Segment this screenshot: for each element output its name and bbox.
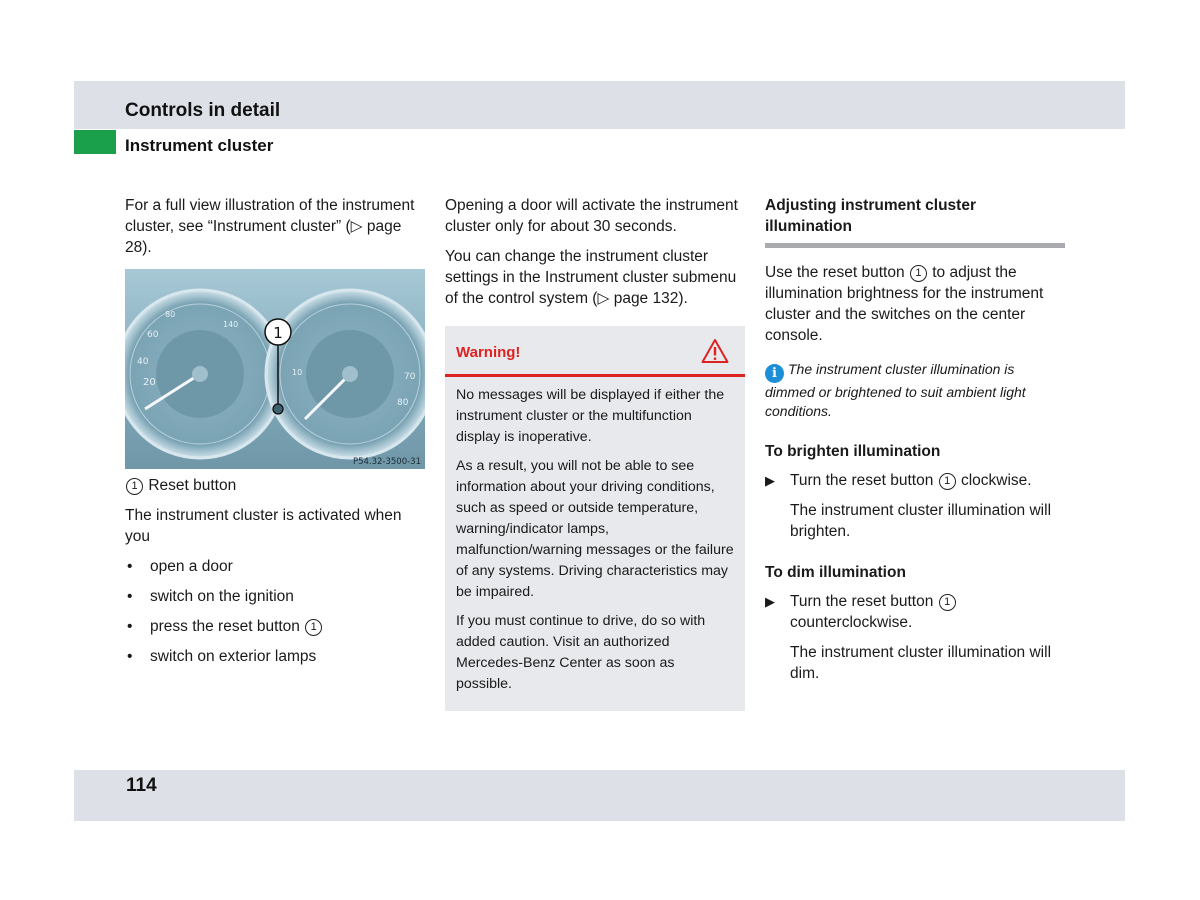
caption-text: Reset button <box>148 477 237 494</box>
step-arrow-icon: ▶ <box>765 473 775 488</box>
warning-paragraph: If you must continue to drive, do so with added caution. Visit an authorized Mercedes-Benz Center as soon as possible. <box>456 613 706 692</box>
callout-ref: 1 <box>939 473 956 490</box>
brighten-step <box>765 470 1065 491</box>
note-text: The instrument cluster illumination is dimmed or brightened to suit ambient light conditions. <box>765 361 1026 419</box>
step-text: clockwise. <box>960 472 1032 489</box>
dim-heading: To dim illumination <box>765 564 906 581</box>
dim-result: The instrument cluster illumination will dim. <box>790 644 1052 682</box>
column-right <box>765 195 1065 704</box>
intro-text: For a full view illustration of the instrument cluster, see “Instrument cluster” (▷ page 28). <box>125 197 415 256</box>
figure-code: P54.32-3500-31 <box>352 457 421 467</box>
list-item: • switch on the ignition <box>125 586 425 607</box>
gauge-label: 70 <box>404 372 416 382</box>
section-marker <box>74 130 116 154</box>
instrument-cluster-figure <box>125 269 425 469</box>
gauge-label: 20 <box>143 377 156 388</box>
column-left <box>125 195 425 676</box>
brighten-heading: To brighten illumination <box>765 443 941 460</box>
warning-body <box>445 377 745 695</box>
page-number: 114 <box>126 775 157 796</box>
gauge-label: 60 <box>147 330 159 340</box>
dim-step <box>765 591 1065 633</box>
gauge-label: 80 <box>165 310 176 319</box>
gauge-label: 10 <box>292 368 303 377</box>
list-item: • switch on exterior lamps <box>125 646 425 667</box>
section-title: Controls in detail <box>125 100 281 121</box>
info-note <box>765 360 1065 421</box>
step-text: Turn the reset button <box>790 472 934 489</box>
step-text: counterclockwise. <box>790 614 913 631</box>
warning-paragraph: No messages will be displayed if either the instrument cluster or the multifunction display is inoperative. <box>456 387 725 445</box>
activated-text: The instrument cluster is activated when you <box>125 507 402 545</box>
gauge-label: 80 <box>397 398 409 408</box>
illumination-heading: Adjusting instrument cluster illumination <box>765 197 976 235</box>
step-text: Turn the reset button <box>790 593 934 610</box>
callout-ref: 1 <box>910 265 927 282</box>
warning-box <box>445 326 745 711</box>
callout-ref: 1 <box>305 619 322 636</box>
text-part: to adjust the illumination brightness for the instrument cluster and the switches on the center console. <box>765 264 1044 344</box>
warning-triangle-icon <box>701 338 729 370</box>
list-item-text: press the reset button <box>150 618 300 635</box>
illumination-text <box>765 262 1065 346</box>
reset-button-marker <box>273 404 283 414</box>
footer-bar <box>74 770 1125 821</box>
door-text: Opening a door will activate the instrument cluster only for about 30 seconds. <box>445 197 738 235</box>
activation-list <box>125 556 425 667</box>
callout-ref: 1 <box>939 594 956 611</box>
gauge-label: 40 <box>137 357 149 367</box>
callout-number: 1 <box>273 324 283 342</box>
column-middle <box>445 195 745 711</box>
step-arrow-icon: ▶ <box>765 594 775 609</box>
warning-title: Warning! <box>456 344 521 361</box>
text-part: Use the reset button <box>765 264 905 281</box>
info-icon: i <box>765 364 784 383</box>
warning-paragraph: As a result, you will not be able to see information about your driving conditions, such as speed or outside temperature, warning/indicator lamps, malfunction/warning messages or the failure of any systems. Driving characteristics may be impaired. <box>456 458 734 600</box>
figure-caption <box>125 475 425 496</box>
brighten-result: The instrument cluster illumination will brighten. <box>790 502 1052 540</box>
list-item <box>125 616 425 637</box>
warning-header <box>445 326 745 377</box>
heading-rule <box>765 243 1065 248</box>
subsection-title: Instrument cluster <box>125 136 274 155</box>
gauge-label: 140 <box>223 320 239 329</box>
instrument-cluster-illustration <box>125 269 425 469</box>
list-item: • open a door <box>125 556 425 577</box>
settings-text: You can change the instrument cluster settings in the Instrument cluster submenu of the control system (▷ page 132). <box>445 248 737 307</box>
callout-ref: 1 <box>126 478 143 495</box>
